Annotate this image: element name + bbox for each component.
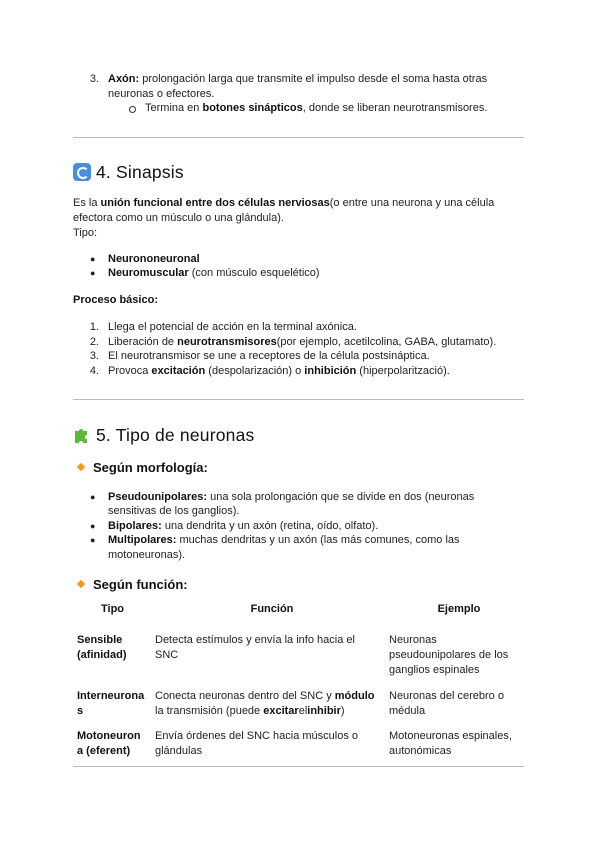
table-header-funcion: Función — [250, 603, 294, 615]
list-number: 3. — [89, 350, 99, 362]
process-step: Liberación de neurotransmisores(por ejemplo, acetilcolina, GABA, glutamato). — [108, 336, 497, 348]
morph-item: Pseudounipolares: una sola prolongación que se divide en dos (neuronas — [108, 491, 475, 503]
axon-item-line1 — [108, 72, 487, 87]
axon-item-line2: neuronas o efectores. — [108, 88, 215, 100]
axon-term: Axón: — [108, 73, 140, 85]
table-cell-ejemplo: Motoneuronas espinales, autonómicas — [389, 730, 512, 757]
table-row — [77, 633, 529, 685]
process-step: Provoca excitación (despolarización) o inhibición (hiperpolarització). — [108, 365, 450, 377]
bullet-icon: ● — [90, 254, 96, 264]
synapse-definition-line2: efectora como un músculo o una glándula). — [73, 212, 284, 224]
table-cell-tipo: Motoneuron a (eferent) — [77, 730, 141, 757]
table-row — [77, 725, 529, 765]
table-row — [77, 685, 529, 725]
divider — [73, 766, 524, 767]
orange-diamond-icon — [77, 580, 85, 588]
table-cell-ejemplo: Neuronas pseudounipolares de los ganglios espinales — [389, 634, 509, 676]
list-number: 4. — [89, 365, 99, 377]
table-cell-funcion: Conecta neuronas dentro del SNC y módulo la transmisión (puede excitarelinhibir) — [155, 690, 375, 717]
list-number: 3. — [89, 73, 99, 85]
function-heading: Según función: — [78, 577, 188, 592]
morph-item-line2: motoneuronas). — [108, 549, 186, 561]
morph-item-line2: sensitivas de los ganglios). — [108, 505, 240, 517]
process-step: El neurotransmisor se une a receptores de la célula postsináptica. — [108, 350, 430, 362]
table-cell-tipo: Sensible (afinidad) — [77, 634, 127, 661]
puzzle-icon — [73, 426, 91, 444]
bullet-icon: ● — [90, 521, 96, 531]
divider — [73, 399, 524, 400]
axon-subitem: Termina en botones sinápticos, donde se liberan neurotransmisores. — [145, 102, 488, 114]
sync-icon — [73, 163, 91, 181]
neuron-function-table — [77, 603, 529, 765]
process-heading: Proceso básico: — [73, 294, 158, 306]
table-cell-tipo: Interneurona s — [77, 690, 145, 717]
morph-item: Multipolares: muchas dendritas y un axón (las más comunes, como las — [108, 534, 460, 546]
table-header-ejemplo: Ejemplo — [437, 603, 481, 615]
table-header-tipo: Tipo — [101, 603, 125, 615]
type-label: Tipo: — [73, 227, 98, 239]
circle-bullet-icon — [129, 106, 136, 113]
bullet-icon: ● — [90, 535, 96, 545]
morphology-heading: Según morfología: — [78, 460, 208, 475]
section-5-heading: 5. Tipo de neuronas — [73, 425, 255, 446]
orange-diamond-icon — [77, 463, 85, 471]
synapse-definition: Es la unión funcional entre dos células nerviosas(o entre una neurona y una célula — [73, 197, 495, 209]
list-number: 2. — [89, 336, 99, 348]
process-step: Llega el potencial de acción en la terminal axónica. — [108, 321, 357, 333]
table-header-row — [77, 603, 529, 633]
list-number: 1. — [89, 321, 99, 333]
divider — [73, 137, 524, 138]
bullet-icon: ● — [90, 268, 96, 278]
type-item: Neuromuscular (con músculo esquelético) — [108, 267, 320, 279]
table-cell-funcion: Detecta estímulos y envía la info hacia el SNC — [155, 634, 355, 661]
section-4-heading: 4. Sinapsis — [73, 162, 184, 183]
morph-item: Bipolares: una dendrita y un axón (retina, oído, olfato). — [108, 520, 379, 532]
type-item: Neurononeuronal — [108, 253, 200, 265]
table-cell-funcion: Envía órdenes del SNC hacia músculos o glándulas — [155, 730, 358, 757]
axon-text: prolongación larga que transmite el impulso desde el soma hasta otras — [139, 73, 488, 85]
table-cell-ejemplo: Neuronas del cerebro o médula — [389, 690, 504, 717]
bullet-icon: ● — [90, 492, 96, 502]
